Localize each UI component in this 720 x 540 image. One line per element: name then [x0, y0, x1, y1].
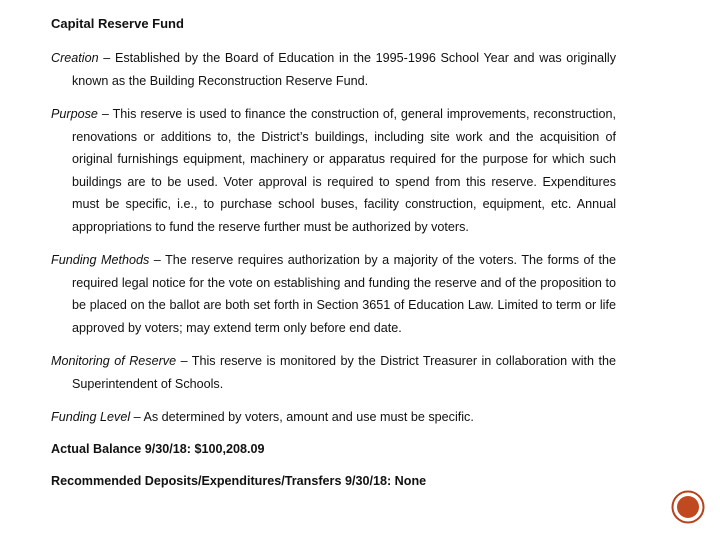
section-term: Funding Level [51, 410, 131, 424]
section-purpose [51, 103, 616, 238]
actual-balance: Actual Balance 9/30/18: $100,208.09 [51, 441, 265, 456]
section-term: Funding Methods [51, 253, 150, 267]
section-monitoring [51, 350, 616, 395]
section-funding-level [51, 406, 616, 429]
section-separator: – [176, 354, 192, 368]
section-funding-methods [51, 249, 616, 339]
section-term: Purpose [51, 107, 98, 121]
section-separator: – [98, 51, 115, 65]
circle-badge-icon [671, 490, 705, 524]
section-separator: – [97, 107, 113, 121]
recommended-transfers: Recommended Deposits/Expenditures/Transfers 9/30/18: None [51, 473, 427, 488]
section-text: The reserve requires authorization by a majority of the voters. The forms of the required legal notice for the vote on establishing and funding the reserve and of the proposition to be placed on the ballot are both set forth in Section 3651 of Education Law. Limited to term or life approved by voters; may extend term only before end date. [72, 253, 616, 335]
section-text: This reserve is monitored by the District Treasurer in collaboration with the Superintendent of Schools. [72, 354, 616, 391]
section-term: Creation [51, 51, 99, 65]
section-separator: – [130, 410, 144, 424]
section-text: Established by the Board of Education in the 1995-1996 School Year and was originally known as the Building Reconstruction Reserve Fund. [72, 51, 616, 88]
section-creation [51, 47, 616, 92]
section-separator: – [149, 253, 166, 267]
section-text: As determined by voters, amount and use must be specific. [143, 410, 474, 424]
document-title: Capital Reserve Fund [51, 16, 184, 31]
section-text: This reserve is used to finance the construction of, general improvements, reconstruction, renovations or additions to, the District’s buildings, including site work and the acquisition of original furnishings equipment, machinery or apparatus required for the purpose for which such buildings are to be used. Voter approval is required to spend from this reserve. Expenditures must be specific, i.e., to purchase school buses, facility construction, equipment, etc. Annual appropriations to fund the reserve further must be authorized by voters. [72, 107, 616, 234]
section-term: Monitoring of Reserve [51, 354, 177, 368]
document-page [51, 15, 616, 504]
